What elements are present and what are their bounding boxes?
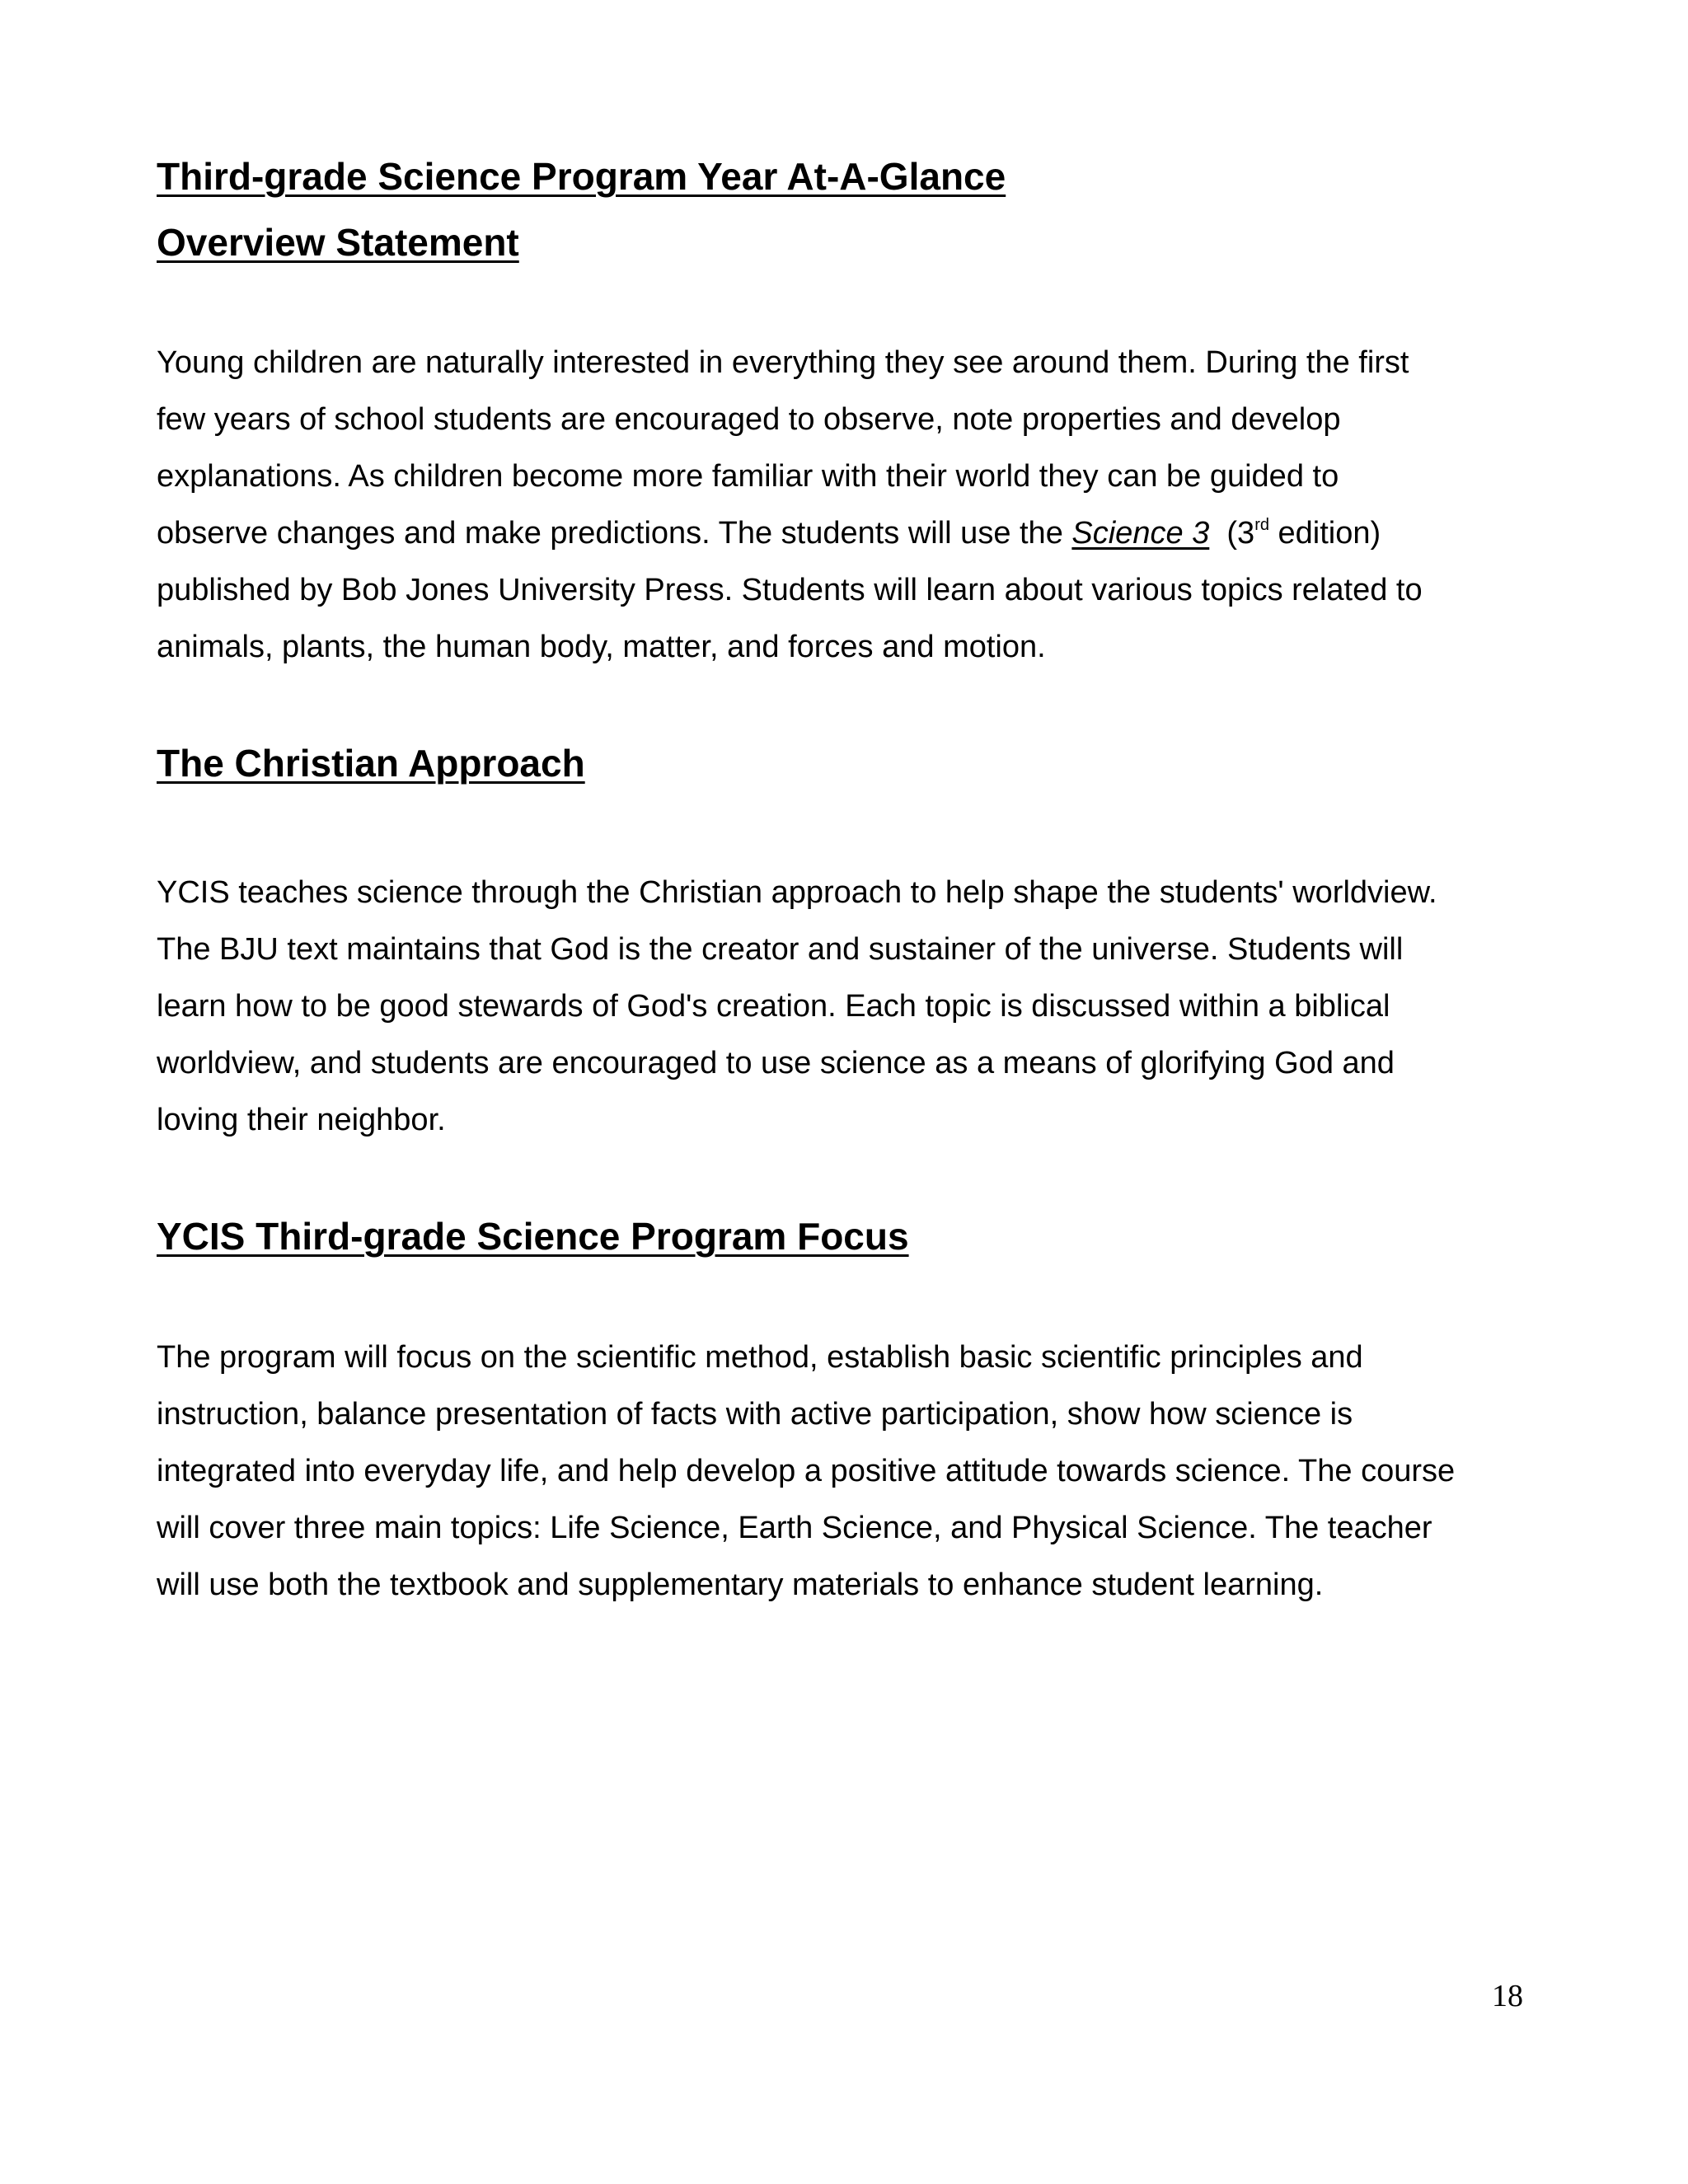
paragraph-line: few years of school students are encouraged to observe, note properties and develop <box>157 402 1341 437</box>
paragraph-line: instruction, balance presentation of facts with active participation, show how science is <box>157 1397 1353 1432</box>
edition-open: (3 <box>1209 516 1255 551</box>
paragraph-line: explanations. As children become more familiar with their world they can be guided to <box>157 459 1339 494</box>
paragraph-line: The program will focus on the scientific method, establish basic scientific principles and <box>157 1340 1363 1375</box>
paragraph-line: published by Bob Jones University Press. Students will learn about various topics related to <box>157 573 1423 607</box>
textbook-title: Science 3 <box>1071 516 1210 551</box>
paragraph-line-text: observe changes and make predictions. The students will use the <box>157 516 1072 551</box>
paragraph-line: will cover three main topics: Life Science, Earth Science, and Physical Science. The teacher <box>157 1511 1432 1545</box>
document-title: Third-grade Science Program Year At-A-Glance <box>157 155 1006 198</box>
paragraph-line: The BJU text maintains that God is the creator and sustainer of the universe. Students will <box>157 932 1404 967</box>
program-focus-paragraph <box>157 1329 1541 1614</box>
section-heading-christian-approach: The Christian Approach <box>157 742 585 785</box>
paragraph-line-with-textbook <box>157 505 1541 562</box>
paragraph-line: learn how to be good stewards of God's creation. Each topic is discussed within a biblical <box>157 989 1390 1024</box>
section-heading-program-focus: YCIS Third-grade Science Program Focus <box>157 1215 909 1258</box>
paragraph-line: YCIS teaches science through the Christian approach to help shape the students' worldview. <box>157 875 1437 910</box>
edition-close: edition) <box>1268 516 1381 551</box>
edition-superscript: rd <box>1254 516 1269 534</box>
overview-paragraph <box>157 335 1541 676</box>
paragraph-line: integrated into everyday life, and help develop a positive attitude towards science. The course <box>157 1454 1456 1488</box>
paragraph-line: loving their neighbor. <box>157 1103 446 1137</box>
page-number: 18 <box>1492 1979 1523 2013</box>
paragraph-line: Young children are naturally interested in everything they see around them. During the first <box>157 345 1409 380</box>
paragraph-line: worldview, and students are encouraged to use science as a means of glorifying God and <box>157 1046 1395 1080</box>
paragraph-line: will use both the textbook and supplementary materials to enhance student learning. <box>157 1568 1324 1602</box>
christian-approach-paragraph <box>157 865 1541 1149</box>
paragraph-line: animals, plants, the human body, matter, and forces and motion. <box>157 630 1046 664</box>
section-heading-overview: Overview Statement <box>157 221 519 264</box>
